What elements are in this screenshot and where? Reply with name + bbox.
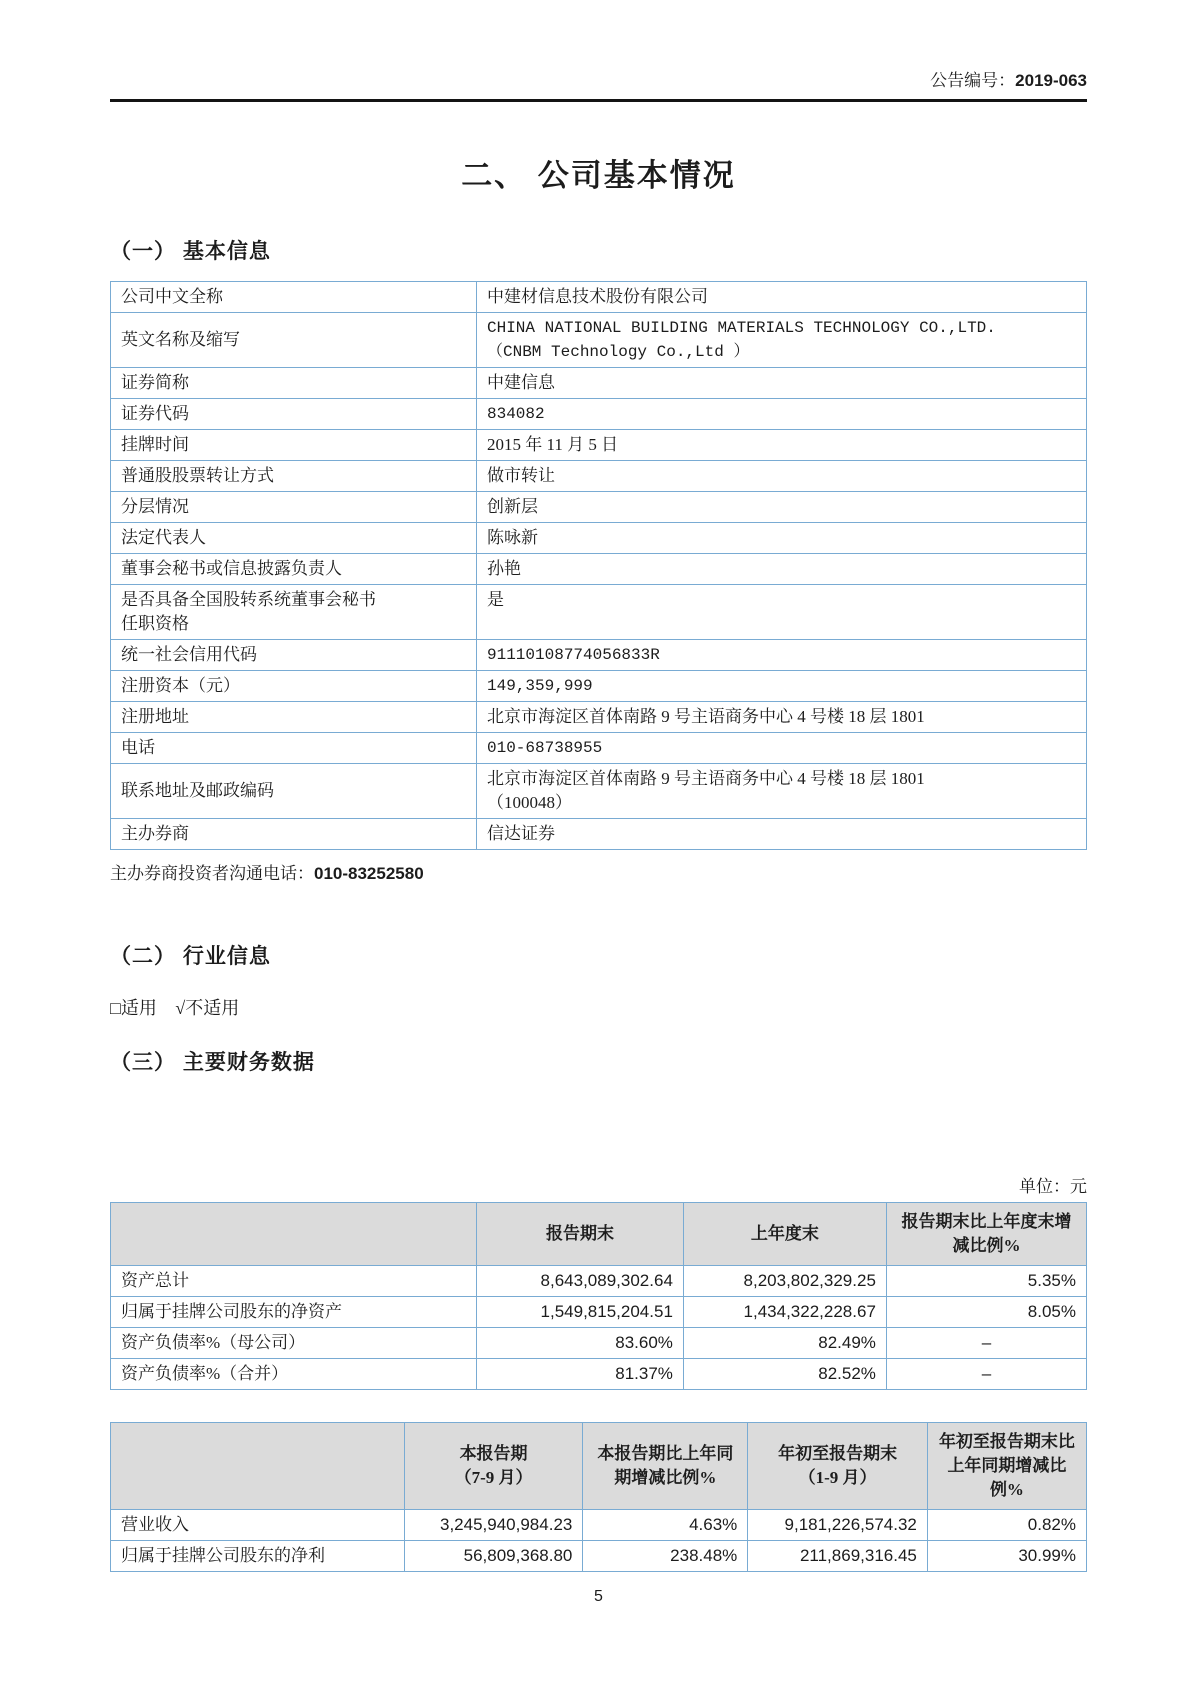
row-value: 中建信息 bbox=[477, 368, 1087, 399]
table-row bbox=[111, 313, 1087, 368]
section-heading-financial-data: （三） 主要财务数据 bbox=[110, 1051, 315, 1074]
table-row bbox=[111, 819, 1087, 850]
announcement-number: 2019-063 bbox=[1015, 71, 1087, 90]
table-row bbox=[111, 1297, 1087, 1328]
row-value: 孙艳 bbox=[477, 554, 1087, 585]
cell-value: 1,434,322,228.67 bbox=[683, 1297, 886, 1328]
contact-address-line1: 北京市海淀区首体南路 9 号主语商务中心 4 号楼 18 层 1801 bbox=[487, 769, 925, 788]
table-row bbox=[111, 430, 1087, 461]
row-label: 英文名称及缩写 bbox=[111, 313, 477, 368]
table-header-row bbox=[111, 1423, 1087, 1510]
header-prior-year-end: 上年度末 bbox=[683, 1203, 886, 1266]
row-value bbox=[477, 313, 1087, 368]
table-row bbox=[111, 1359, 1087, 1390]
header-current-period bbox=[404, 1423, 583, 1510]
row-label: 主办券商 bbox=[111, 819, 477, 850]
table-row bbox=[111, 1510, 1087, 1541]
broker-phone-note bbox=[110, 859, 1087, 884]
row-label: 注册资本（元） bbox=[111, 671, 477, 702]
row-value bbox=[477, 764, 1087, 819]
row-label: 注册地址 bbox=[111, 702, 477, 733]
row-label: 联系地址及邮政编码 bbox=[111, 764, 477, 819]
table-row bbox=[111, 702, 1087, 733]
cell-value: 82.49% bbox=[683, 1328, 886, 1359]
section-heading-basic-info: （一） 基本信息 bbox=[110, 240, 271, 263]
header-report-period-end: 报告期末 bbox=[477, 1203, 684, 1266]
table-row bbox=[111, 492, 1087, 523]
table-row bbox=[111, 461, 1087, 492]
table-row bbox=[111, 733, 1087, 764]
table-row bbox=[111, 585, 1087, 640]
row-label: 资产负债率%（母公司） bbox=[111, 1328, 477, 1359]
cell-value: 8,643,089,302.64 bbox=[477, 1266, 684, 1297]
header-year-to-date bbox=[748, 1423, 928, 1510]
row-label: 证券代码 bbox=[111, 399, 477, 430]
cell-value: 56,809,368.80 bbox=[404, 1541, 583, 1572]
row-value: 信达证券 bbox=[477, 819, 1087, 850]
header-line: （7-9 月） bbox=[454, 1468, 533, 1487]
row-label: 电话 bbox=[111, 733, 477, 764]
section-heading-industry-info: （二） 行业信息 bbox=[110, 945, 271, 968]
row-label: 归属于挂牌公司股东的净利 bbox=[111, 1541, 405, 1572]
cell-value: 0.82% bbox=[927, 1510, 1086, 1541]
page-title: 二、 公司基本情况 bbox=[461, 158, 736, 193]
cell-value: 1,549,815,204.51 bbox=[477, 1297, 684, 1328]
cell-value: 238.48% bbox=[583, 1541, 748, 1572]
row-value: 834082 bbox=[477, 399, 1087, 430]
header-line: （1-9 月） bbox=[798, 1468, 877, 1487]
header-change-ratio: 报告期末比上年度末增减比例% bbox=[886, 1203, 1086, 1266]
row-value: 创新层 bbox=[477, 492, 1087, 523]
row-value: 010-68738955 bbox=[477, 733, 1087, 764]
cell-value: – bbox=[886, 1328, 1086, 1359]
row-value: 是 bbox=[477, 585, 1087, 640]
row-label: 董事会秘书或信息披露负责人 bbox=[111, 554, 477, 585]
row-value: 中建材信息技术股份有限公司 bbox=[477, 282, 1087, 313]
cell-value: 8.05% bbox=[886, 1297, 1086, 1328]
table-row bbox=[111, 671, 1087, 702]
row-label-line2: 任职资格 bbox=[121, 614, 189, 633]
cell-value: 3,245,940,984.23 bbox=[404, 1510, 583, 1541]
english-name-line1: CHINA NATIONAL BUILDING MATERIALS TECHNOLOGY CO.,LTD. bbox=[487, 319, 996, 337]
header-ytd-change-ratio: 年初至报告期末比上年同期增减比例% bbox=[927, 1423, 1086, 1510]
cell-value: 9,181,226,574.32 bbox=[748, 1510, 928, 1541]
row-label: 挂牌时间 bbox=[111, 430, 477, 461]
row-label bbox=[111, 585, 477, 640]
row-label: 证券简称 bbox=[111, 368, 477, 399]
checkbox-applicable-option: □适用 bbox=[110, 998, 157, 1018]
cell-value: 8,203,802,329.25 bbox=[683, 1266, 886, 1297]
cell-value: 4.63% bbox=[583, 1510, 748, 1541]
cell-value: 83.60% bbox=[477, 1328, 684, 1359]
table-row bbox=[111, 1266, 1087, 1297]
contact-address-line2: （100048） bbox=[487, 793, 572, 812]
financial-table-quarterly bbox=[110, 1422, 1087, 1572]
row-label: 法定代表人 bbox=[111, 523, 477, 554]
row-label-line1: 是否具备全国股转系统董事会秘书 bbox=[121, 590, 376, 609]
unit-label: 单位：元 bbox=[1019, 1177, 1087, 1196]
header-empty-cell bbox=[111, 1423, 405, 1510]
row-label: 资产总计 bbox=[111, 1266, 477, 1297]
announcement-label: 公告编号： bbox=[930, 71, 1016, 90]
header-period-change-ratio: 本报告期比上年同期增减比例% bbox=[583, 1423, 748, 1510]
row-label: 统一社会信用代码 bbox=[111, 640, 477, 671]
table-row bbox=[111, 640, 1087, 671]
table-row bbox=[111, 554, 1087, 585]
cell-value: 5.35% bbox=[886, 1266, 1086, 1297]
table-row bbox=[111, 1541, 1087, 1572]
table-row bbox=[111, 764, 1087, 819]
page-number: 5 bbox=[594, 1588, 603, 1605]
row-value: 149,359,999 bbox=[477, 671, 1087, 702]
row-label: 资产负债率%（合并） bbox=[111, 1359, 477, 1390]
row-label: 归属于挂牌公司股东的净资产 bbox=[111, 1297, 477, 1328]
table-row bbox=[111, 1328, 1087, 1359]
row-value: 2015 年 11 月 5 日 bbox=[477, 430, 1087, 461]
header-line: 年初至报告期末 bbox=[778, 1444, 898, 1463]
table-header-row bbox=[111, 1203, 1087, 1266]
table-row bbox=[111, 282, 1087, 313]
row-value: 陈咏新 bbox=[477, 523, 1087, 554]
broker-phone-label: 主办券商投资者沟通电话： bbox=[110, 864, 314, 883]
table-row bbox=[111, 523, 1087, 554]
row-label: 分层情况 bbox=[111, 492, 477, 523]
row-value: 北京市海淀区首体南路 9 号主语商务中心 4 号楼 18 层 1801 bbox=[477, 702, 1087, 733]
header-line: 本报告期 bbox=[459, 1444, 528, 1463]
cell-value: 30.99% bbox=[927, 1541, 1086, 1572]
english-name-line2: （CNBM Technology Co.,Ltd ） bbox=[487, 343, 750, 361]
cell-value: 82.52% bbox=[683, 1359, 886, 1390]
row-value: 做市转让 bbox=[477, 461, 1087, 492]
table-row bbox=[111, 368, 1087, 399]
broker-phone-number: 010-83252580 bbox=[314, 864, 424, 883]
announcement-number-line bbox=[110, 70, 1087, 92]
row-label: 普通股股票转让方式 bbox=[111, 461, 477, 492]
header-empty-cell bbox=[111, 1203, 477, 1266]
basic-info-table bbox=[110, 281, 1087, 850]
cell-value: – bbox=[886, 1359, 1086, 1390]
row-label: 营业收入 bbox=[111, 1510, 405, 1541]
row-value: 91110108774056833R bbox=[477, 640, 1087, 671]
checkmark-not-applicable-option: √不适用 bbox=[175, 998, 240, 1018]
header-rule bbox=[110, 99, 1087, 102]
applicability-line bbox=[110, 994, 1087, 1020]
financial-table-period-end bbox=[110, 1202, 1087, 1390]
table-row bbox=[111, 399, 1087, 430]
row-label: 公司中文全称 bbox=[111, 282, 477, 313]
cell-value: 81.37% bbox=[477, 1359, 684, 1390]
cell-value: 211,869,316.45 bbox=[748, 1541, 928, 1572]
